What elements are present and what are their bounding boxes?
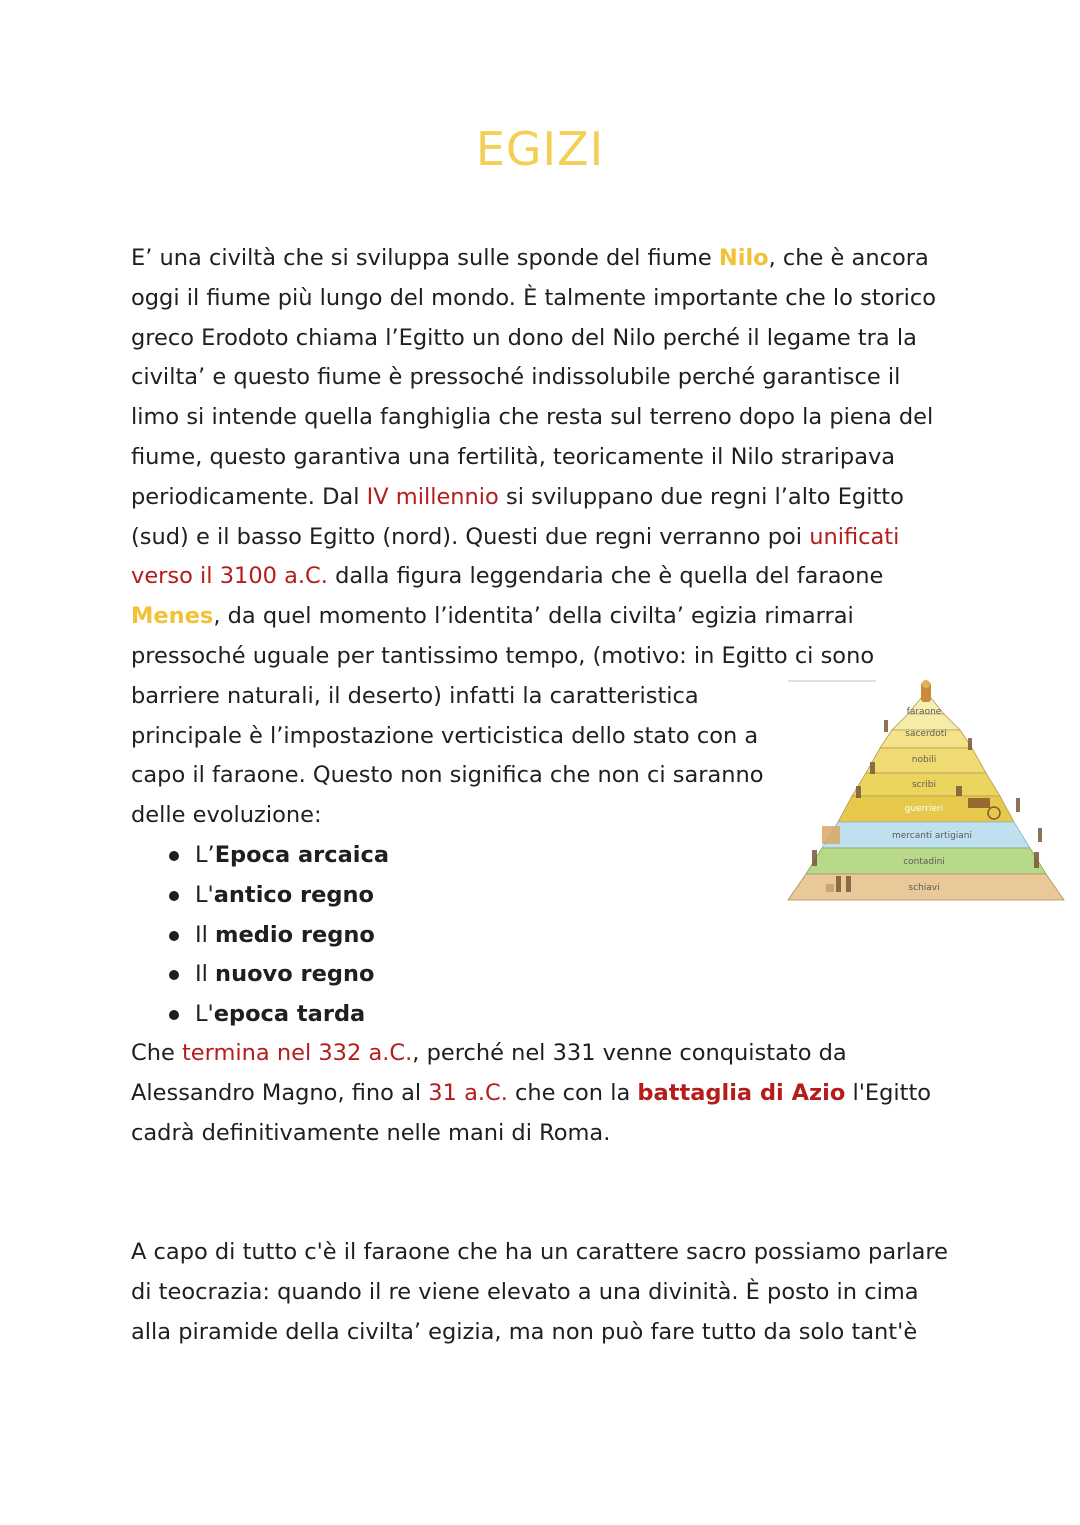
highlight-nilo: Nilo [718, 245, 769, 271]
page-title: EGIZI [475, 122, 605, 176]
highlight-millennio: IV millennio [366, 483, 499, 510]
eras-list [131, 836, 389, 1035]
highlight-termina: termina nel 332 a.C. [181, 1040, 413, 1066]
pharaoh-figure [921, 680, 931, 702]
pyramid-label: guerrieri [904, 804, 944, 814]
intro-text-4: dalla figura leggendaria che è quella del faraone [327, 563, 884, 590]
pyramid-label: mercanti artigiani [891, 831, 973, 841]
highlight-azio: battaglia di Azio [637, 1079, 846, 1106]
pyramid-label: sacerdoti [905, 729, 947, 739]
pyramid-label: schiavi [908, 883, 940, 893]
pyramid-label: nobili [911, 755, 937, 765]
pyramid-label: scribi [911, 780, 937, 790]
pyramid-label: faraone [906, 707, 942, 717]
intro-text-5: , da quel momento l’identita’ della civilta’ egizia rimarrai pressoché uguale per tantissimo tempo, (motivo: in Egitto ci sono [131, 603, 875, 669]
pyramid-label: contadini [903, 857, 945, 867]
paragraph-end: Che termina nel 332 a.C., perché nel 331 venne conquistato da Alessandro Magno, fino al 31 a.C. che con la battaglia di Azio l'Egitto cadrà definitivamente nelle mani di Roma. [131, 1040, 932, 1146]
highlight-unificati: unificati verso il 3100 a.C. [131, 523, 900, 590]
list-item: Il nuovo regno [131, 955, 389, 995]
highlight-31ac: 31 a.C. [428, 1079, 508, 1106]
intro-text-3: si sviluppano due regni l’alto Egitto (sud) e il basso Egitto (nord). Questi due regni verranno poi [131, 483, 904, 550]
list-item: L’Epoca arcaica [131, 836, 389, 876]
paragraph-faraone: A capo di tutto c'è il faraone che ha un carattere sacro possiamo parlare di teocrazia: quando il re viene elevato a una divinità. È posto in cima alla piramide della civilta’ egizia, ma non può fare tutto da solo tant'è [131, 1239, 949, 1345]
highlight-menes: Menes [131, 603, 214, 630]
list-item: Il medio regno [131, 916, 389, 956]
intro-text-1: E’ una civiltà che si sviluppa sulle sponde del fiume [131, 245, 719, 271]
intro-text-6: barriere naturali, il deserto) infatti la caratteristica principale è l’impostazione verticistica dello stato con a capo il faraone. Questo non significa che non ci saranno delle evoluzione: [131, 682, 764, 829]
social-pyramid-image [786, 678, 1066, 904]
list-item: L'epoca tarda [131, 995, 389, 1035]
intro-text-2: , che è ancora oggi il fiume più lungo del mondo. È talmente importante che lo storico greco Erodoto chiama l’Egitto un dono del Nilo perché il legame tra la civilta’ e questo fiume è pressoché indissolubile perché garantisce il limo si intende quella fanghiglia che resta sul terreno dopo la piena del fiume, questo garantiva una fertilità, teoricamente il Nilo straripava periodicamente. Dal [131, 245, 937, 510]
list-item: L'antico regno [131, 876, 389, 916]
